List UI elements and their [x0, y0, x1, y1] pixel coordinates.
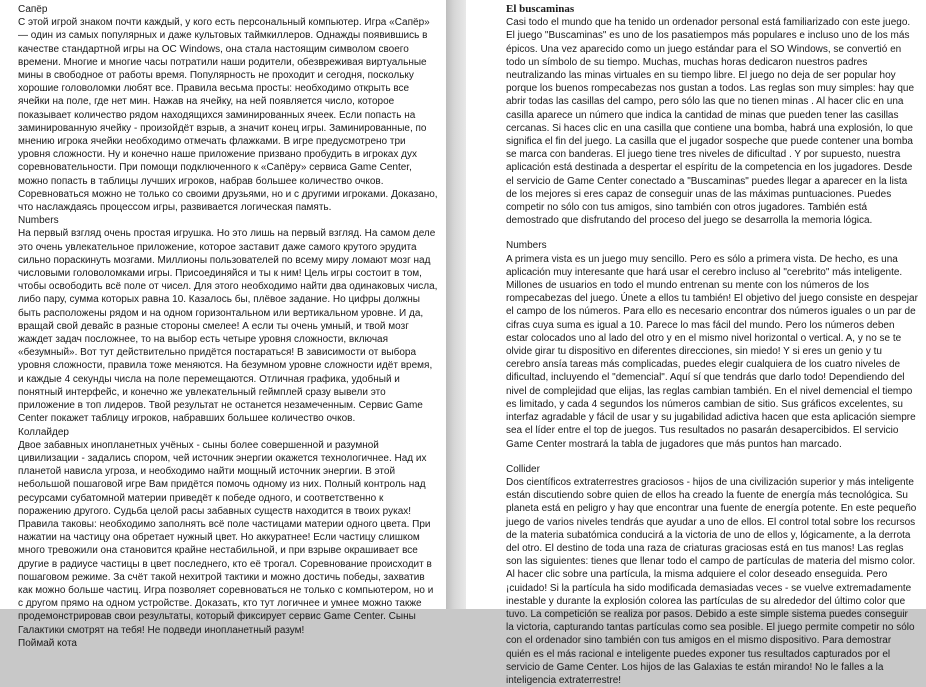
section-title-numbers-es: Numbers	[506, 240, 547, 252]
section-title-catch-cat: Поймай кота	[18, 637, 77, 649]
spanish-page	[466, 0, 926, 686]
section-text-buscaminas: Casi todo el mundo que ha tenido un ordenador personal está familiarizado con este juego. El juego "Buscaminas" es uno de los pasatiempos más populares e incluso uno de los más épicos. Una vez aparecido como un juego estándar para el SO Windows, se convertió en todo un símbolo de su tiempo. Muchas, muchas horas dedicaron nuestros padres neutralizando las minas virtuales en su tiempo libre. El juego no deja de ser popular hoy porque los buenos rompecabezas nos gustan a todos. Las reglas son muy simples: hay que abrir todas las casillas del campo, pero sólo las que no tienen minas . Al hacer clic en una casilla aparece un número que indica la cantidad de minas que pueden tener las casillas cercanas. Si haces clic en una casilla que contiene una bomba, habrá una explosión, lo que significa el fin del juego. La casilla que el jugador sospeche que puede contener una bomba se marca con banderas. El juego tiene tres niveles de dificultad . Y por supuesto, nuestra aplicación está destinada a despertar el espíritu de la competencia en los jugadores. Desde el servicio de Game Center conectado a "Buscaminas" puedes llegar a aparecer en la lista de los mejores si eres capaz de conseguir unas de las máximas puntuaciones. Puedes competir no sólo con tus amigos, sino también con otros jugadores. También está demostrado que disfrutando del proceso del juego se desarrolla la memoria lógica.	[506, 17, 915, 227]
section-text-numbers-es: A primera vista es un juego muy sencillo. Pero es sólo a primera vista. De hecho, es una aplicación muy interesante que hará usar el cerebro incluso al "cerebrito" más inteligente. Millones de usuarios en todo el mundo entrenan su mente con los números de los rompecabezas del juego. Únete a ellos tu también! El objetivo del juego consiste en despejar el campo de los números. Para ello es necesario encontrar dos números iguales o un par de cifras cuya suma es igual a 10. Parece lo mas fácil del mundo. Pero los números deben estar colocados uno al lado del otro y en el mismo nivel horizontal o vertical. A, y no se te olvide girar tu dispositivo en diferentes direcciones, sin miedo! Y si eres un genio y tu cerebro ansía tareas más complicadas, puedes elegir cualquiera de los cuatro niveles de dificultad, incluyendo el "demencial". Aquí sí que tendrás que darlo todo! Dependiendo del nivel de complejidad que elijas, las reglas cambian también. En el nivel demencial el tiempo es limitado, y cada 4 segundos los números cambian de sitio. Sus gráficos excelentes, su interfaz agradable y fácil de usar y su jugabilidad adictiva hacen que esta aplicación siempre sea el líder entre el top de juegos. Tus resultados no pasarán desapercibidos. El servicio Game Center mostrará la tabla de jugadores que más puntos han marcado.	[506, 253, 918, 450]
section-text-collider-ru: Двое забавных инопланетных учёных - сыны более совершенной и разумной цивилизации - задались спором, чей источник энергии окажется технологичнее. Над их планетой нависла угроза, и необходимо найти мощный источник энергии. В этой небольшой пошаговой игре Вам придётся помочь одному из них. Полный контроль над ресурсами субатомной материи приведёт к победе одного, и соответственно к поражению другого. Судьба целой расы забавных существ находится в твоих руках! Правила таковы: необходимо заполнять всё поле частицами материи одного цвета. При нажатии на частицу она обретает нужный цвет. Но аккуратнее! Если частицу слишком много тревожили она становится крайне нестабильной, и при взрыве окрашивает все другие в радиусе частицы в цвет последнего, кто её трогал. Соревнование происходит в пошаговом режиме. За счёт такой нехитрой тактики и можно достичь победы, захватив как можно больше частиц. Игра позволяет соревноваться не только с компьютером, но и с другом прямо на одном устройстве. Доказать, кто тут логичнее и умнее можно также продемонстрировав свои результаты, который фиксирует сервис Game Center. Сыны Галактики смотрят на тебя! Не подведи инопланетный разум!	[18, 439, 434, 636]
section-title-buscaminas: El buscaminas	[506, 3, 575, 15]
section-text-collider-es: Dos científicos extraterrestres graciosos - hijos de una civilización superior y más inteligente están discutiendo sobre quien de ellos ha creado la fuente de energía más tecnológica. Su planeta está en peligro y hay que encontrar una fuente de energía potente. En este pequeño juego de varios niveles tendrás que ayudar a uno de ellos. El control total sobre los recursos de la materia subatómica conducirá a la victoria de uno de ellos y, lógicamente, a la derrota del otro. El destino de toda una raza de criaturas graciosas está en tus manos! Las reglas son las siguientes: tienes que llenar todo el campo de partículas de materia del mismo color. Al hacer clic sobre una partícula, la misma adquiere el color deseado enseguida. Pero ¡cuidado! Si la partícula ha sido modificada demasiadas veces - se vuelve extremadamente inestable y durante la explosión colorea las partículas de su alrededor del último color que tuvo. La competición se realiza por pasos. Debido a este simple sistema puedes conseguir la victoria, capturando tantas partículas como sea posible. El juego permite competir no sólo con el ordenador sino también con tus amigos en el mismo dispositivo. Para demostrar quién es el más racional e inteligente puedes exponer tus resultados capturados por el servicio de Game Center. Los hijos de las Galaxias te están mirando! No le falles a la inteligencia extraterrestre!	[506, 476, 917, 686]
section-text-numbers-ru: На первый взгляд очень простая игрушка. Но это лишь на первый взгляд. На самом деле это очень увлекательное приложение, которое заставит даже самого крутого эрудита сильно пораскинуть мозгами. Миллионы пользователей по всему миру ломают мозг над числовыми головоломками игры. Присоединяйся и ты к ним! Цель игры состоит в том, чтобы освободить всё поле от чисел. Для этого необходимо найти два одинаковых числа, либо пару, сумма которых равна 10. Казалось бы, плёвое задание. Но цифры должны быть расположены рядом и на одном горизонтальном или вертикальном уровне. И да, вращай свой девайс в разные стороны смелее! А если ты очень умный, и твой мозг жаждет задач посложнее, то на выбор есть четыре уровня сложности, включая «безумный». Вот тут действительно придётся постараться! В зависимости от выбора уровня сложности, правила тоже меняются. На безумном уровне сложности идёт время, и каждые 4 секунды числа на поле перемещаются. Отличная графика, удобный и понятный интерфейс, и конечно же увлекательный геймплей сразу вывели это приложение в топ лидеров. Твой результат не останется незамеченным. Сервис Game Center покажет таблицу игроков, набравших большее количество очков.	[18, 228, 438, 425]
section-title-saper: Сапёр	[18, 4, 48, 15]
section-title-collider-es: Collider	[506, 463, 540, 475]
section-title-numbers-ru: Numbers	[18, 215, 59, 227]
section-text-saper: С этой игрой знаком почти каждый, у кого есть персональный компьютер. Игра «Сапёр» — один из самых популярных и даже культовых таймкиллеров. Однажды появившись в качестве стандартной игры на ОС Windows, она стала настоящим символом своего времени. Многие и многие часы потратили наши родители, обезвреживая виртуальные мины в свободное от работы время. Популярность не проходит и сегодня, поскольку хорошие головоломки любят все. Правила весьма просты: необходимо открыть все ячейки на поле, где нет мин. Нажав на ячейку, на ней появляется число, которое показывает количество рядом находящихся заминированных ячеек. Если попасть на заминированную ячейку - произойдёт взрыв, а значит конец игры. Заминированные, по мнению игрока ячейки необходимо отмечать флажками. В игре предусмотрено три уровня сложности. Ну и конечно наше приложение призвано пробудить в игроках дух соревновательности. При помощи подключенного к «Сапёру» сервиса Game Center, можно попасть в таблицы лучших игроков, набрав большее количество очков. Соревноваться можно не только со своими друзьями, но и с другими игроками. Доказано, что наслаждаясь процессом игры, развивается логическая память.	[18, 17, 438, 214]
page-separator	[446, 0, 466, 609]
section-title-collider-ru: Коллайдер	[18, 426, 69, 438]
russian-page	[0, 0, 446, 649]
